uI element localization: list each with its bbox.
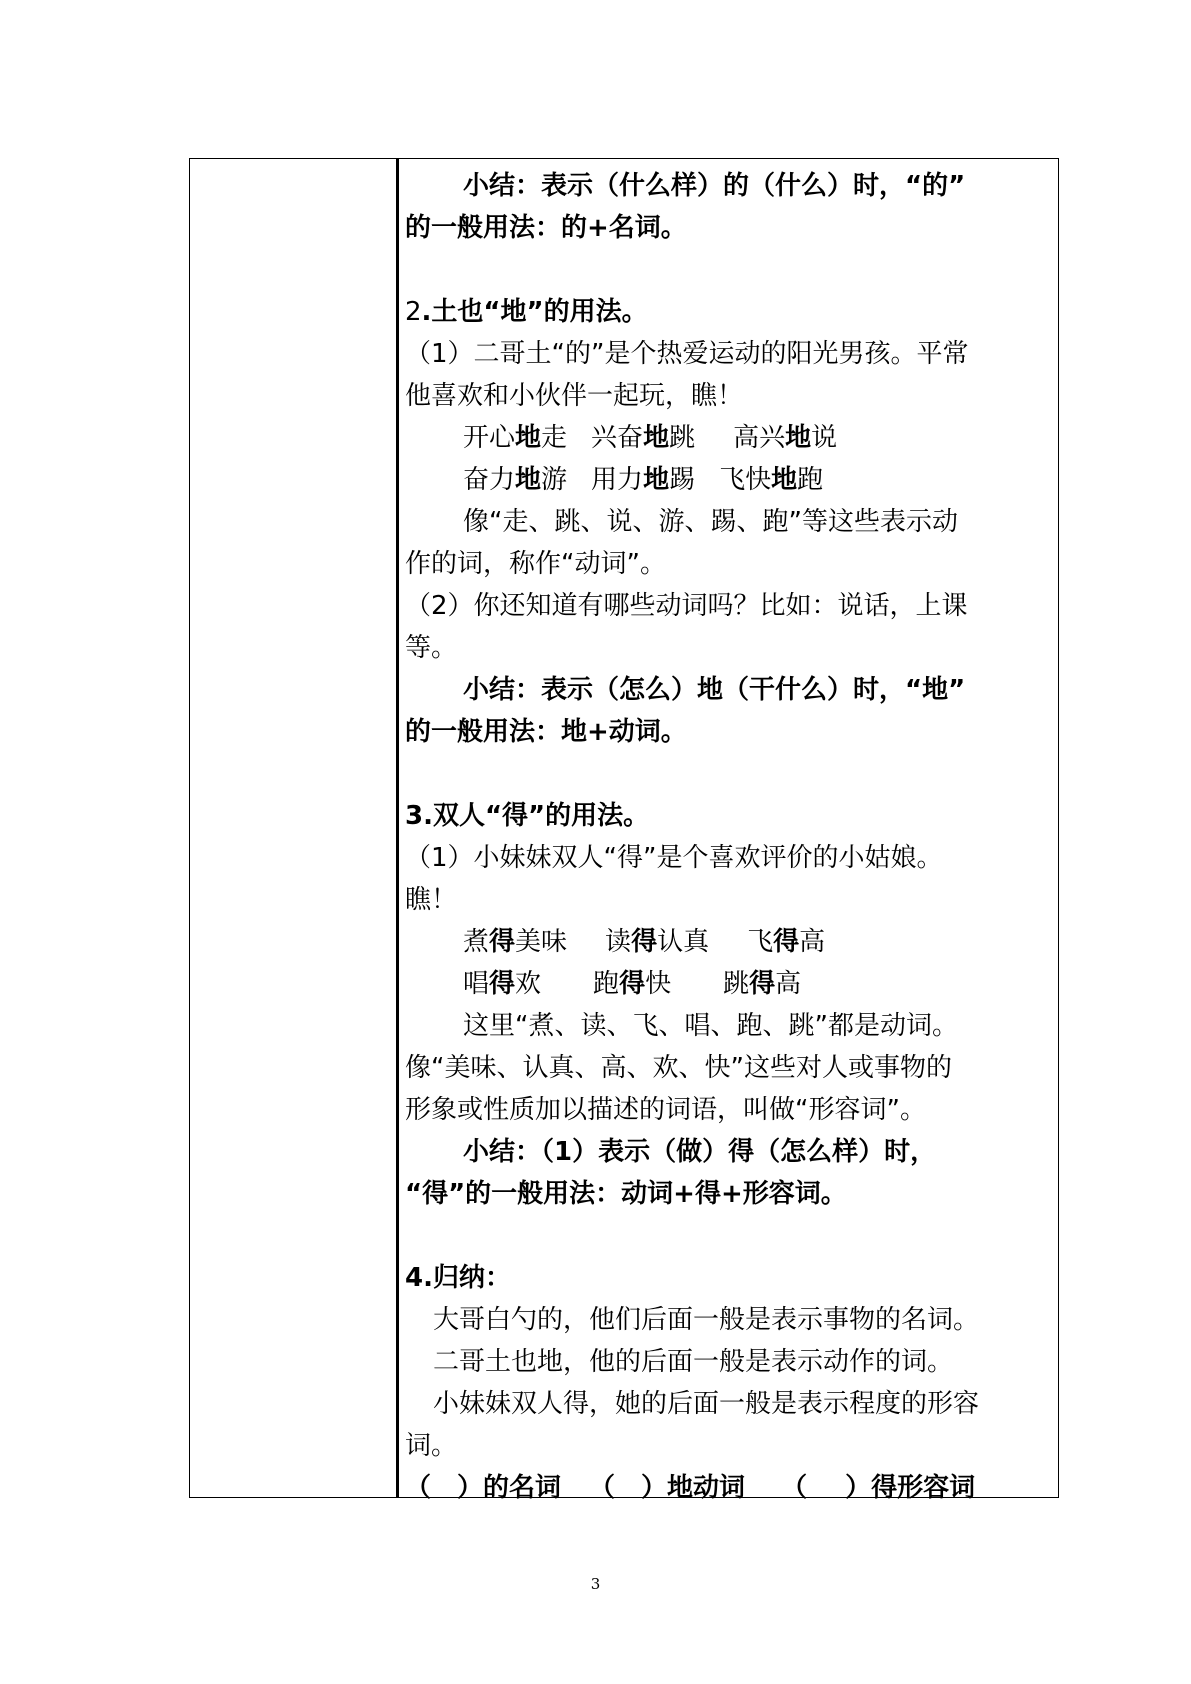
blank-dei-adjective: （ ）得形容词 bbox=[781, 1473, 976, 1503]
section2-p3-line2: 等。 bbox=[405, 633, 458, 663]
section2-p2-line1: 像“走、跳、说、游、踢、跑”等这些表示动 bbox=[463, 507, 958, 537]
spacer bbox=[405, 753, 1050, 795]
example-phrase: 跑得快 bbox=[593, 969, 672, 999]
example-phrase: 唱得欢 bbox=[463, 969, 542, 999]
section2-p1-line1: （1）二哥土“的”是个热爱运动的阳光男孩。平常 bbox=[405, 339, 969, 369]
section3-p2-line3: 形象或性质加以描述的词语，叫做“形容词”。 bbox=[405, 1095, 926, 1125]
section2-p2-line2: 作的词，称作“动词”。 bbox=[405, 549, 666, 579]
example-phrase: 用力地踢 bbox=[591, 465, 696, 495]
example-phrase: 读得认真 bbox=[605, 927, 710, 957]
section2-heading-number: 2 bbox=[405, 297, 422, 327]
summary-di-line1: 小结：表示（怎么）地（干什么）时，“地” bbox=[463, 675, 966, 705]
section4-line3: 小妹妹双人得，她的后面一般是表示程度的形容 bbox=[433, 1389, 980, 1419]
section4-line4: 词。 bbox=[405, 1431, 458, 1461]
example-phrase: 飞得高 bbox=[747, 927, 826, 957]
example-phrase: 开心地走 bbox=[463, 423, 568, 453]
section3-heading: 3.双人“得”的用法。 bbox=[405, 801, 650, 831]
section2-example-row2 bbox=[405, 459, 1050, 501]
page-number: 3 bbox=[590, 1575, 601, 1593]
summary-de-line2: 的一般用法：的+名词。 bbox=[405, 213, 687, 243]
table-left-column bbox=[190, 159, 399, 1497]
summary-de-line1: 小结：表示（什么样）的（什么）时，“的” bbox=[463, 171, 966, 201]
section2-p1-line2: 他喜欢和小伙伴一起玩，瞧！ bbox=[405, 381, 744, 411]
example-phrase: 高兴地说 bbox=[733, 423, 838, 453]
blank-de-noun: （ ）的名词 bbox=[405, 1473, 562, 1503]
section2-example-row1 bbox=[405, 417, 1050, 459]
table-right-column bbox=[405, 159, 1050, 1503]
section3-example-row1 bbox=[405, 921, 1050, 963]
section2-heading-text: .土也“地”的用法。 bbox=[421, 297, 648, 327]
example-phrase: 飞快地跑 bbox=[719, 465, 824, 495]
section3-p2-line1: 这里“煮、读、飞、唱、跑、跳”都是动词。 bbox=[463, 1011, 958, 1041]
lesson-table bbox=[189, 158, 1059, 1503]
example-phrase: 奋力地游 bbox=[463, 465, 568, 495]
section3-p1-line1: （1）小妹妹双人“得”是个喜欢评价的小姑娘。 bbox=[405, 843, 943, 873]
summary-dei-line2: “得”的一般用法：动词+得+形容词。 bbox=[405, 1179, 847, 1209]
fill-in-blank-row bbox=[405, 1467, 1050, 1509]
example-phrase: 兴奋地跳 bbox=[591, 423, 696, 453]
section3-p2-line2: 像“美味、认真、高、欢、快”这些对人或事物的 bbox=[405, 1053, 952, 1083]
summary-di-line2: 的一般用法：地+动词。 bbox=[405, 717, 687, 747]
section2-heading bbox=[405, 291, 1050, 333]
section3-example-row2 bbox=[405, 963, 1050, 1005]
section4-line2: 二哥土也地，他的后面一般是表示动作的词。 bbox=[433, 1347, 954, 1377]
spacer bbox=[405, 249, 1050, 291]
section4-heading: 4.归纳： bbox=[405, 1263, 511, 1293]
summary-dei-line1: 小结：（1）表示（做）得（怎么样）时， bbox=[463, 1137, 937, 1167]
example-phrase: 煮得美味 bbox=[463, 927, 568, 957]
section3-p1-line2: 瞧！ bbox=[405, 885, 458, 915]
blank-di-verb: （ ）地动词 bbox=[589, 1473, 746, 1503]
example-phrase: 跳得高 bbox=[723, 969, 802, 999]
section4-line1: 大哥白勺的，他们后面一般是表示事物的名词。 bbox=[433, 1305, 980, 1335]
spacer bbox=[405, 1215, 1050, 1257]
section2-p3-line1: （2）你还知道有哪些动词吗？比如：说话，上课 bbox=[405, 591, 968, 621]
